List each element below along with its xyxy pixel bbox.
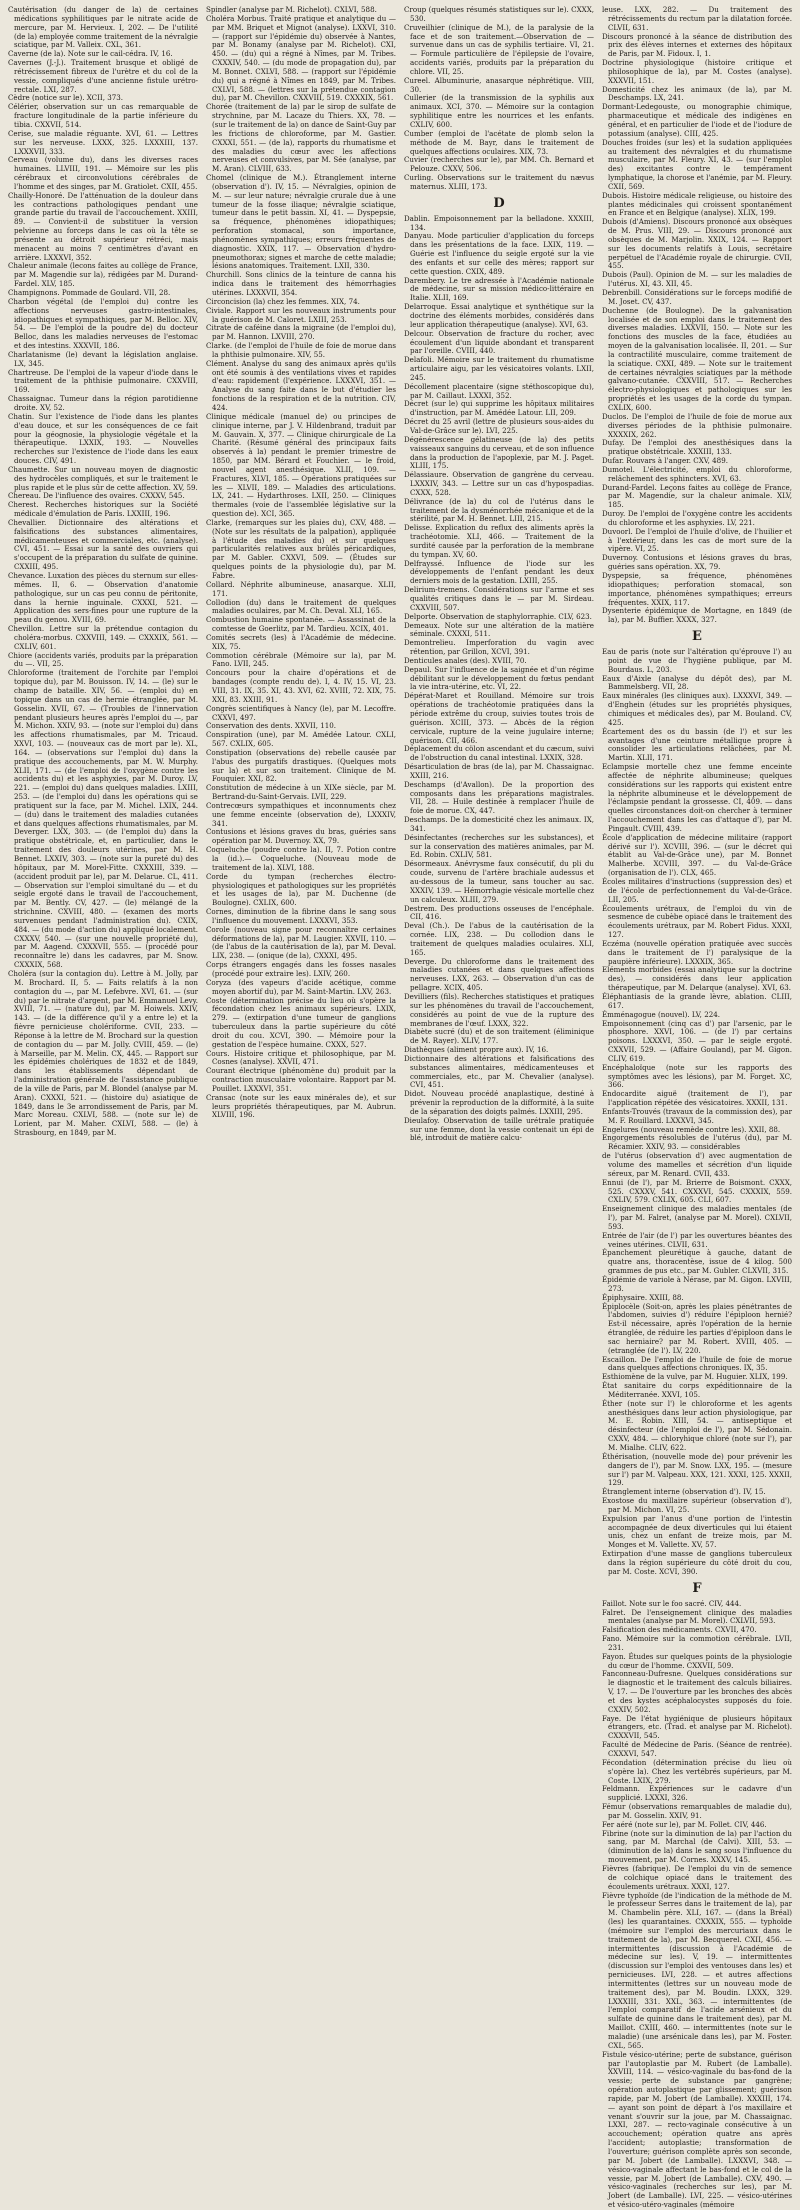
- index-entry: Douches froides (sur les) et la sudation appliquées au traitement des névralgies et du rhumatisme musculaire, par M. Fleury. XI, 43. — (sur l'emploi des) excitantes contre le tempérament lymphatique, la chorose et l'anémie, par M. Fleury. CXII, 569.: [602, 137, 792, 191]
- index-entry: Charbon végétal (de l'emploi du) contre les affections nerveuses gastro-intestinales, idiopathiques et sympathiques, par M. Belloc. XIV, 54. — De l'emploi de la poudre de) du docteur Belloc, dans les maladies nerveuses de l'estomac et des intestins. XXXVII, 186.: [8, 296, 198, 351]
- index-entry: Deschamps (d'Avallon). De la proportion des composants dans les préparations magistrales. VII, 28. — Huile destinée à remplacer l'huile de foie de morue. CX, 447.: [404, 779, 594, 816]
- index-entry: Diathèques (aliment propre aux). IV, 16.: [404, 1045, 549, 1055]
- index-entry: Delporte. Observation de staphylorraphie. CLV, 623.: [404, 611, 592, 621]
- index-entry: Éléphantiasis de la grande lèvre, ablation. CLIII, 617.: [602, 991, 792, 1010]
- index-entry: Cèdre (notice sur le). XCII, 373.: [8, 93, 124, 103]
- index-entry: Delarroque. Essai analytique et synthétique sur la doctrine des éléments morbides, considérés dans leur application thérapeutique (analyse). XVI, 63.: [404, 302, 594, 329]
- index-entry: Charlatanisme (le) devant la législation anglaise. LX, 345.: [8, 349, 198, 368]
- index-entry: Eclampsie mortelle chez une femme enceinte affectée de néphrite albumineuse; quelques considérations sur les rapports qui existent entre la néphrite albumineuse et le développement de l'éclampsie pendant la grossesse. CI, 409. — dans quelles circonstances doit-on chercher à terminer l'accouchement dans les cas d'attaque d'), par M. Pingault. CVIII, 439.: [602, 762, 792, 833]
- index-entry: Décret du 25 avril (lettre de plusieurs sous-aides du Val-de-Grâce sur le). LVI, 225.: [404, 417, 594, 435]
- index-entry: Clinique médicale (manuel de) ou principes de clinique interne, par J. V. Hildenbrand, traduit par M. Gauvain. X, 377. — Clinique chirurgicale de La Charité. (Résumé général des principaux faits observés à la) pendant le premier trimestre de 1850, par MM. Bérard et Fouchier. — le froid, nouvel agent anesthésique. XLII, 109. — Fractures, XLVI, 185. — Opérations pratiquées sur les — XLVII, 189. — Maladies des articulations. LX, 241. — Hydarthroses. LXII, 250. — Cliniques thermales (voie de l'assemblée législative sur la question de). XCI, 365.: [206, 411, 396, 519]
- index-entry: Duvoorl. De l'emploi de l'huile d'olive, de l'huilier et à l'extérieur, dans les cas de mort sure de la vipère. VI, 25.: [602, 526, 792, 554]
- index-entry: Cransac (note sur les eaux minérales de), et sur leurs propriétés thérapeutiques, par M. Aubrun. XLVIII, 196.: [206, 1092, 396, 1120]
- index-entry: Éther (note sur l') le chloroforme et les agents anesthésiques dans leur action physiologique, par M. E. Robin. XIII, 54. — antiseptique et désinfecteur (de l'emploi de l'), par M. Sédonain. CXXV, 484. — chloryhique chloré (note sur l'), par M. Mialhe. CLIV, 622.: [602, 1398, 792, 1452]
- index-entry: Deschamps. De la domesticité chez les animaux. IX, 341.: [404, 815, 594, 833]
- index-entry: Déplacement du cölon ascendant et du cæcum, suivi de l'obstruction du canal intestinal. LXXIX, 328.: [404, 744, 594, 763]
- index-entry: Cautérisation (du danger de la) de certaines médications syphilitiques par le nitrate acide de mercure, par M. Hervieux. I, 202. — De l'utilité (de la) employée comme traitement de la névralgie sciatique, par M. Valleix. CXL, 361.: [8, 5, 198, 50]
- column-4-part-f: [602, 1600, 792, 2210]
- index-entry: Conservation des dents. XXVII, 110.: [206, 721, 337, 731]
- index-entry: Faculté de Médecine de Paris. (Séance de rentrée). CXXXVI, 547.: [602, 1740, 792, 1758]
- index-entry: Dysenterie épidémique de Mortagne, en 1849 (de la), par M. Buffier. XXXX, 327.: [602, 606, 792, 625]
- index-entry: Chomel (clinique de M.). Étranglement interne (observation d'). IV, 15. — Névralgies, opinion de M. — sur leur nature; névralgie crurale due à une tumeur de la fosse iliaque; névralgie sciatique, tumeur dans le petit bassin. XI, 41. — Dyspepsie, sa fréquence, phénomènes idiopathiques; perforation stomacal, son importance, phénomènes sympathiques; erreurs fréquentes de diagnostic. XXIX, 117. — Observation d'hydro-pneumothorax; signes et marche de cette maladie; lésions anatomiques. Traitement. LXII, 330.: [206, 173, 396, 271]
- column-4: [602, 6, 792, 2210]
- index-entry: Destrem. Des productions osseuses de l'encéphale. CII, 416.: [404, 903, 594, 922]
- index-entry: Denticules anales (des). XVIII, 70.: [404, 655, 527, 665]
- index-entry: Engelures (nouveau remède contre les). XXII, 88.: [602, 1124, 781, 1134]
- index-entry: Duclos. De l'emploi de l'huile de foie de morue aux diverses périodes de la phthisie pulmonaire. XXXXIX, 262.: [602, 411, 792, 439]
- index-entry: Dictionnaire des altérations et falsifications des substances alimentaires, médicamenteuses et commerciales, etc., par M. Chevalier (analyse). CVI, 451.: [404, 1053, 594, 1090]
- index-entry: Chaumette. Sur un nouveau moyen de diagnostic des hydrocèles compliqués, et sur le traitement le plus rapide et le plus sûr de cette affection. XV, 59.: [8, 464, 198, 492]
- index-entry: État sanitaire du corps expéditionnaire de la Méditerranée. XXVI, 105.: [602, 1381, 792, 1399]
- index-entry: Duchenne (de Boulogne). De la galvanisation localisée et de son emploi dans le traitement des diverses maladies. LXXVII, 150. — Note sur les fonctions des muscles de la face, étudiées au moyen de la galvanisation localisée. II, 201. — Sur la contractilité musculaire, comme traitement de la sciatique. CXXI, 489. — Note sur le traitement de certaines névralgies sciatiques par la méthode galvano-cutanée. CXXVIII, 517. — Recherches électro-physiologiques et pathologiques sur les propriétés et les usages de la corde du tympan. CXLIX, 600.: [602, 305, 792, 412]
- index-entry: Dieulafoy. Observation de taille urétrale pratiquée sur une femme, dont la vessie contenait un épi de blé, introduit de matière calcu-: [404, 1115, 594, 1143]
- index-entry: Décret (sur le) qui supprime les hôpitaux militaires d'instruction, par M. Amédée Latour. LII, 209.: [404, 399, 594, 418]
- index-entry: Eaux d'Aixle (analyse du dépôt des), par M. Bammelsberg. VII, 28.: [602, 673, 792, 692]
- index-entry: Chaleur animale (lecons faites au collège de France, par M. Magendie sur la), rédigées par M. Durand-Fardel. XLV, 185.: [8, 261, 198, 289]
- index-entry: Enseignement clinique des maladies mentales (de l'), par M. Falret, (analyse par M. Morel). CXLVII, 593.: [602, 1204, 792, 1231]
- index-entry: Circoncision (la) chez les femmes. XIX, 74.: [206, 296, 360, 306]
- index-entry: Extirpation d'une masse de ganglions tuberculeux dans la région supérieure du côté droit du cou, par M. Coste. XCVI, 390.: [602, 1549, 792, 1576]
- index-entry: Étranglement interne (observation d'). IV, 15.: [602, 1487, 766, 1497]
- index-entry: leuse. LXX, 282. — Du traitement des rétrécissements du rectum par la dilatation forcée. CLVII, 631.: [602, 5, 792, 32]
- index-entry: Coqueluche (poudre contre la). II, 7. Potion contre la (id.).— Coqueluche. (Nouveau mode de traitement de la). XLVI, 188.: [206, 845, 396, 872]
- index-entry: Diabète sucré (du) et de son traitement (éliminique de M. Rayer). XLIV, 177.: [404, 1027, 594, 1046]
- index-entry: Faye. De l'état hygiénique de plusieurs hôpitaux étrangers, etc. (Trad. et analyse par M. Richelot). CXXXVII, 545.: [602, 1713, 792, 1741]
- column-1: [8, 6, 198, 2210]
- index-entry: Clarke. (de l'emploi de l'huile de foie de morue dans la phthisie pulmonaire. XIV, 55.: [206, 341, 396, 359]
- index-entry: Croup (quelques résumés statistiques sur le). CXXX, 530.: [404, 5, 594, 23]
- index-entry: Deval (Ch.). De l'abus de la cautérisation de la cornée. LIX, 238. — Du collodion dans le traitement de quelques maladies oculaires. XLI, 165.: [404, 921, 594, 957]
- index-entry: Eaux minérales (les cliniques aux). LXXXVI, 349. — d'Enghein (études sur les propriétés physiques, chimiques et médicales des), par M. Bouland. CV, 425.: [602, 691, 792, 727]
- index-entry: Dablin. Empoisonnement par la belladone. XXXIII, 134.: [404, 213, 594, 232]
- index-entry: Constitution de médecine à un XIXe siècle, par M. Bertrand-du-Saint-Gervais. LVII, 229.: [206, 783, 396, 802]
- index-entry: Dormant-Ledegouste, ou monographie chimique, pharmaceutique et médicale des indigènes en général, et en particulier de l'iode et de l'iodure de potassium (analyse). CIII, 425.: [602, 102, 792, 138]
- index-entry: Duvernoy. Contusions et lésions graves du bras, guéries sans opération. XX, 79.: [602, 553, 792, 572]
- index-entry: Empoisonnement (cinq cas d') par l'arsenic, par le phosphore. XXVI, 106. — (de l') par certains poisons. LXXXVI, 350. — par le seigle ergoté. CXXVII, 529. — (Affaire Gouland), par M. Gigon. CLIV, 619.: [602, 1018, 792, 1063]
- index-entry: Discours prononcé à la séance de distribution des prix des élèves internes et externes des hôpitaux de Paris, par M. Fidoux. I, 1.: [602, 31, 792, 59]
- index-entry: Désormeaux. Anévrysme faux consécutif, du pli du coude, survenu de l'artère brachiale audessus et au-dessous de la tumeur, sans toucher au sac. XXXIV, 139. — Hémorrhagie vésicale mortelle chez un calculeux. XLIII, 279.: [404, 859, 594, 904]
- index-entry: Champignons. Pommade de Goulard. VII, 28.: [8, 288, 171, 297]
- index-entry: Exostose du maxillaire supérieur (observation d'), par M. Michon. VI, 25.: [602, 1496, 792, 1514]
- index-entry: Constipation (observations de) rebelle causée par l'abus des purgatifs drastiques. (Quelques mots sur la) et sur son traitement. Clinique de M. Fouquier. XXI, 82.: [206, 747, 396, 784]
- index-entry: Concours pour la chaire d'opérations et de bandages (compte rendu de). I, 4. IV, 15. VI, 23. VIII, 31. IX, 35. XI, 43. XVI, 62. XVIII, 72. XIX, 75. XXI, 83. XXIII, 91.: [206, 668, 396, 704]
- index-entry: Falret. De l'enseignement clinique des maladies mentales (analyse par M. Morel). CXLVII, 593.: [602, 1607, 792, 1626]
- index-entry: Dumotel. L'électricité, emploi du chloroforme, relâchement des sphincters. XVI, 63.: [602, 464, 792, 483]
- index-entry: Delfrayssé. Influence de l'iode sur les développements de l'enfant pendant les deux derniers mois de la gestation. LXIII, 255.: [404, 558, 594, 586]
- index-entry: Chevance. Luxation des pièces du sternum sur elles-mêmes. II, 6. — Observation d'anatomie pathologique, sur un cas peu connu de péritonite, dans la hernie inguinale. CXXXI, 521. — Application des sers-fines pour une rupture de la peau du genou. XVIII, 69.: [8, 571, 198, 625]
- index-entry: Cherest. Recherches historiques sur la Société médicale d'émulation de Paris. LXXIII, 196.: [8, 500, 198, 519]
- index-entry: Dubois. Histoire médicale religieuse, ou histoire des plantes médicinales qui croissent spontanément en France et en Belgique (analyse). XLIX, 199.: [602, 190, 792, 218]
- index-entry: École d'application de médecine militaire (rapport dérivé sur l'). XCVIII, 396. — (sur le décret qui établit au Val-de-Grâce une), par M. Bonnet Malherbe. XCVIII, 397. — du Val-de-Grâce (organisation de l'). CLX, 465.: [602, 832, 792, 878]
- index-entry: Darembery. Le tre adressée à l'Académie nationale de médecine, sur sa mission médico-littéraire en Italie. XLII, 169.: [404, 275, 594, 303]
- index-entry: Commotion cérébrale (Mémoire sur la), par M. Fano. LVII, 245.: [206, 650, 396, 669]
- index-entry: Collodion (du) dans le traitement de quelques maladies oculaires, par M. Ch. Deval. XLI, 165.: [206, 597, 396, 616]
- index-entry: Cureel. Albuminurie, anasarque néphrétique. VIII, 30.: [404, 75, 594, 94]
- index-entry: Cruveilhier (clinique de M.), de la paralysie de la face et de son traitement.—Observation de — survenue dans un cas de syphilis tertiaire. VI, 21. — Formule particulière de l'épilepsie de l'ovaire, accidents variés, produits par la préparation du chlore. VII, 25.: [404, 22, 594, 76]
- index-entry: Chevallier. Dictionnaire des altérations et falsifications des substances alimentaires, médicamenteuses et commerciales, etc. (analyse). CVI, 451. — Essai sur la santé des ouvriers qui s'occupent de la préparation du sulfate de quinine. CXXIII, 495.: [8, 517, 198, 572]
- index-entry: Chatin. Sur l'existence de l'iode dans les plantes d'eau douce, et sur les conséquences de ce fait pour la géognosie, la physiologie végétale et la thérapeutique. LXXIX, 193. — Nouvelles recherches sur l'existence de l'iode dans les eaux douces. CIV, 491.: [8, 411, 198, 466]
- index-entry: Écoles militaires d'instructions (suppression des) et de l'école de perfectionnement du Val-de-Grâce. LII, 205.: [602, 877, 792, 904]
- index-entry: Épiphysaire. XXIII, 88.: [602, 1292, 684, 1302]
- index-entry: Durand-Fardel. Leçons faites au collège de France, par M. Magendie, sur la chaleur animale. XLV, 185.: [602, 482, 792, 510]
- index-entry: Delisse. Explication du reflux des aliments après la trachéotomie. XLI, 466. — Traitement de la surdité causée par la perforation de la membrane du tympan. XV, 60.: [404, 523, 594, 559]
- index-entry: Chereau. De l'influence des ovaires. CXXXV, 545.: [8, 491, 185, 501]
- index-entry: Dufay. De l'emploi des anesthésiques dans la pratique obstétricale. XXXIII, 133.: [602, 438, 792, 457]
- index-entry: Écartement des os du bassin (de l') et sur les avantages d'une ceinture métallique propre à consolider les articulations relâchées, par M. Martin. XLII, 171.: [602, 726, 792, 763]
- index-entry: Corde du tympan (recherches électro-physiologiques et pathologiques sur les propriétés et les usages de la), par M. Duchenne (de Boulogne). CXLIX, 600.: [206, 871, 396, 908]
- index-entry: Chloroforme (traitement de l'orchite par l'emploi topique du), par M. Bouisson. IV, 14. — (le) sur le champ de bataille. XIV, 56. — (emploi du) en topique dans un cas de hernie étranglée, par M. Gosselin. XVII, 67. — (Troubles de l'innervation pendant plusieurs heures après l'emploi du —, par M. Michon. XXIV, 93. — (note sur l'emploi du) dans les affections rhumatismales, par M. Tricaud. XXVI, 103. — (nouveaux cas de mort par le). XL, 164. — (observations sur l'emploi du) dans la pratique des accouchements, par M. W. Murphy. XLII, 171. — (de l'emploi de l'oxygène contre les accidents du) et les asphyxies, par M. Duroy. LV, 221. — (emploi du) dans quelques maladies. LXIII, 253. — (de l'emploi du) dans les opérations qui se pratiquent sur la face, par M. Michel. LXIX, 244. — (du) dans le traitement des maladies cutanées et dans quelques affections rhumatismales, par M. Deverger. LXX, 303. — (de l'emploi du) dans la pratique obstétricale, et, en particulier, dans le traitement des douleurs utérines, par M. H. Bennet. LXXIV, 303. — (note sur la pureté du) des hôpitaux, par M. Morel-Fitte. CXXXIII, 339. — (accident produit par le), par M. Delarue. CL, 411. — Observation sur l'emploi simultané du — et du seigle ergoté dans le travail de l'accouchement, par M. Bently. CV, 427. — (le) mélangé de la strichnine. CXVIII, 480. — (examen des morts survenues pendant l'administration du). CXIX, 484. — (du mode d'action du) appliqué localement. CXXXV, 540. — (sur une nouvelle propriété du), par M. Aagend. CXXXVII, 555. — (procédé pour reconnaître le) dans les cadavres, par M. Snow. CXXXIX, 568.: [8, 668, 198, 970]
- index-entry: Congrès scientifiques à Nancy (le), par M. Lecoffre. CXXVI, 497.: [206, 703, 396, 722]
- index-entry: Comités secrets (les) à l'Académie de médecine. XIX, 75.: [206, 632, 396, 651]
- index-entry: Fer aéré (note sur le), par M. Follet. CIV, 446.: [602, 1819, 767, 1829]
- index-entry: Délivrance (de la) du col de l'utérus dans le traitement de la dysménorrhée mécanique et de la stérilité, par M. H. Bennet. LIII, 215.: [404, 496, 594, 524]
- index-entry: Civiale. Rapport sur les nouveaux instruments pour la guérison de M. Caloret. LXIII, 253.: [206, 305, 396, 324]
- index-entry: Encéphaloïque (note sur les rapports des symptômes avec les lésions), par M. Forget. XC, 366.: [602, 1062, 792, 1090]
- index-entry: Émménagogue (nouvel). LV, 224.: [602, 1009, 720, 1019]
- index-entry: Expulsion par l'anus d'une portion de l'intestin accompagnée de deux diverticules qui lui étaient unis, chez un enfant de treize mois, par M. Monges et M. Vallette. XV, 57.: [602, 1513, 792, 1550]
- index-entry: Fibrine (note sur la diminution de la) par l'action du sang, par M. Marchal (de Calvi). XIII, 53. — (diminution de la) dans le sang sous l'influence du mouvement, par M. Cornes. XXXV, 145.: [602, 1828, 792, 1865]
- column-4-part-d: [602, 6, 792, 625]
- index-entry: Chiore (accidents variés, produits par la préparation du —. VII, 25.: [8, 650, 198, 669]
- index-entry: Dégénérescence gélatineuse (de la) des petits vaisseaux sanguins du cerveau, et de son influence dans la production de l'apoplexie, par M. J. Paget. XLIII, 175.: [404, 434, 594, 471]
- index-entry: Danyau. Mode particulier d'application du forceps dans les présentations de la face. LXIX, 119. — Guérie est l'influence du seigle ergoté sur la vie des enfants et sur celle des mères; rapport sur cette question. CXIX, 489.: [404, 231, 594, 276]
- index-entry: Courant électrique (phénomène du) produit par la contraction musculaire volontaire. Rapport par M. Pouillet. LXXXVI, 351.: [206, 1066, 396, 1093]
- index-entry: Choléra Morbus. Traité pratique et analytique du — par MM. Briquet et Mignot (analyse). LXXVI, 310. — (rapport sur l'épidémie du) observée à Nantes, par M. Bonamy (analyse par M. Richelot). CXI, 450. — (du) qui a régné à Nîmes, par M. Tribes. CXXXIV, 540. — (du mode de propagation du), par M. Bonnet. CXLVI, 588. — (rapport sur l'épidémie du) qui a régné à Nîmes en 1849, par M. Tribes. CXLVI, 588. — (lettres sur la prétendue contagion du), par M. Chevillon. CXXVIII, 519. CXXXIX, 561.: [206, 13, 396, 103]
- index-entry: Dufar. Rouvars à l'anger. CXV, 489.: [602, 456, 728, 466]
- index-entry: Demeaux. Note sur une altération de la matière séminale. CXXXI, 511.: [404, 620, 594, 639]
- index-entry: Domesticité chez les animaux (de la), par M. Deschamps. LX, 241.: [602, 84, 792, 103]
- index-entry: Cullerier (de la transmission de la syphilis aux animaux. XCI, 370. — Mémoire sur la contagion syphilitique entre les nourrices et les enfants. CXLIV, 600.: [404, 93, 594, 129]
- index-entry: Eczéma (nouvelle opération pratiquée avec succès dans le traitement de l') paralysique de la paupière inférieure). LXXXIX, 365.: [602, 938, 792, 966]
- index-entry: Éthérisation, (nouvelle mode de) pour prévenir les dangers de l'), par M. Snow. LXX, 195. — (mesure sur l') par M. Valpeau. XXX, 121. XXXI, 125. XXXII, 129.: [602, 1451, 792, 1488]
- section-letter-d: D: [493, 195, 505, 211]
- index-entry: Didot. Nouveau procédé anaplastique, destiné à prévenir la reproduction de la difformité, à la suite de la séparation des doigts palmés. LXXIII, 295.: [404, 1089, 594, 1116]
- index-entry: Cuvier (recherches sur le), par MM. Ch. Bernard et Pelouze. CXXV, 506.: [404, 155, 594, 174]
- index-entry: Chorée (traitement de la) par le sirop de sulfate de strychnine, par M. Lacaze du Thiers. XX, 78. — (sur le traitement de la) on dance de Saint-Guy par les frictions de chloroforme, par M. Gastier. CXXXI, 551. — (de la), rapports du rhumatisme et des maladies du cœur avec les affections nerveuses et convulsives, par M. Sée (analyse, par M. Aran). CLVIII, 633.: [206, 102, 396, 174]
- index-entry: Dubois (Paul). Opinion de M. — sur les maladies de l'utérus. XI, 43. XII, 45.: [602, 270, 792, 289]
- index-entry: Dépérat-Maret et Rouilland. Mémoire sur trois opérations de trachéotomie pratiquées dans la période extrême du croup, suivies toutes trois de guérison. XCIII, 373. — Abcès de la région cervicale, rupture de la veine jugulaire interne; guérison. CII, 466.: [404, 691, 594, 745]
- index-entry: Désarticulation de bras (de la), par M. Chassaignac. XXIII, 216.: [404, 762, 594, 780]
- index-entry: Cours. Histoire critique et philosophique, par M. Cosnes (analyse). XXVII, 471.: [206, 1048, 396, 1067]
- index-entry: Delcour. Observation de fracture du rocher, avec écoulement d'un liquide abondant et transparent par l'oreille. CVIII, 440.: [404, 328, 594, 356]
- index-entry: Engorgements résolubles de l'utérus (du), par M. Récamier. XXIV, 93. — considérables: [602, 1133, 792, 1152]
- column-4-part-e: [602, 648, 792, 1152]
- index-entry: Coste (détermination précise du lieu où s'opère la fécondation chez les animaux supérieurs. LXIX, 279. — (extirpation d'une tumeur de ganglions tuberculeux dans la partie supérieure du côté droit du cou. XCVI, 390. — Mémoire pour la gestation de l'espèce humaine. CXXX, 527.: [206, 995, 396, 1049]
- index-entry: Eau de paris (note sur l'altération qu'éprouve l') au point de vue de l'hygiène publique, par M. Bourdaus. L, 203.: [602, 647, 792, 674]
- index-entry: Dyspepsie, sa fréquence, phénomènes idiopathiques; perforation stomacal, son importance, phénomènes sympathiques; erreurs fréquentes. XXIX, 117.: [602, 571, 792, 607]
- index-entry: Cerise, sue maladie réguante. XVI, 61. — Lettres sur les nerveuse. LXXX, 325. LXXXIII, 137. LXXXVII, 333.: [8, 128, 198, 156]
- index-entry: Contusions et lésions graves du bras, guéries sans opération par M. Duvernoy. XX, 79.: [206, 827, 396, 846]
- index-entry: Escaillon. De l'emploi de l'huile de foie de morue dans quelques affections chroniques. IX, 35.: [602, 1354, 792, 1373]
- index-entry: Délassiaure. Observation de gangrène du cerveau. LXXXIV, 343. — Lettre sur un cas d'hypospadias. CXXX, 528.: [404, 470, 594, 497]
- index-entry: Dubois (d'Amiens). Discours prononcé aux obsèques de M. Prus. VIII, 29. — Discours prononcé aux obsèques de M. Marjolin. XXIX, 124. — Rapport sur les documents relatifs à Louis, secrétaire perpétuel de l'Académie royale de chirurgie. CVII, 455.: [602, 217, 792, 271]
- index-entry: Corps étrangers engagés dans les fosses nasales (procédé pour extraire les). LXIV, 260.: [206, 960, 396, 978]
- index-entry: Debrenbill. Considérations sur le forceps modifié de M. Joset. CV, 437.: [602, 288, 792, 306]
- index-entry: Duroy. De l'emploi de l'oxygène contre les accidents du chloroforme et les asphyxies. LV, 221.: [602, 509, 792, 527]
- section-letter-e: E: [692, 629, 702, 645]
- index-entry: Choléra (sur la contagion du). Lettre à M. Jolly, par M. Brochard. II, 5. — Faits relatifs à la non contagion du —, par M. Lefebvre. XVI, 61. — (sur du) par le nitrate d'argent, par M. Emmanuel Levy. XVIII, 71. — (nature du), par M. Hoiwels. XXIV, 143. — (de la différence qu'il y a entre le) et la fièvre pernicieuse cholériforme. CVII, 233. — Réponse à la lettre de M. Brochard sur la question de contagion du — par M. Jolly. CVIII, 459. — (le) à Marseille, par M. Melin. CX, 445. — Rapport sur les épidémies cholériques de 1832 et de 1849, dans les établissements dépendant de l'administration générale de l'assistance publique de la ville de Paris, par M. Blondel (analyse par M. Aran). CXXXI, 521. — (histoire du) asiatique de 1849, dans le 3e arrondissement de Paris, par M. Marc Moreau. CXLVI, 588. — (note sur le) de Lorient, par M. Maher. CXLVI, 588. — (le) à Strasbourg, en 1849, par M.: [8, 968, 198, 1138]
- index-entry: Conspiration (une), par M. Amédée Latour. CXLI, 567. CXLIX, 605.: [206, 730, 396, 749]
- index-entry: Devilliers (fils). Recherches statistiques et pratiques sur les phénomènes du travail de l'accouchement, considérés au point de vue de la rupture des membranes de l'œuf. LXXX, 322.: [404, 991, 594, 1028]
- column-3: [404, 6, 594, 2210]
- index-entry: Caverne (de la). Note sur le cail-cédra. IV, 16.: [8, 49, 173, 59]
- index-entry: Deverge. Du chloroforme dans le traitement des maladies cutanées et dans quelques affections nerveuses. LXX, 263. — Observation d'un cas de pellagre. XCIX, 405.: [404, 956, 594, 993]
- index-entry: de l'utérus (observation d') avec augmentation de volume des mamelles et sécrétion d'un liquide séreux, par M. Renard. CVII, 433.: [602, 1151, 792, 1178]
- index-entry: Fécondation (détermination précise du lieu où s'opère la). Chez les vertébrés supérieurs, par M. Coste. LXIX, 279.: [602, 1757, 792, 1785]
- index-entry: Désinfectantes (recherches sur les substances), et sur la conservation des matières animales, par M. Ed. Robin. CXLIV, 581.: [404, 832, 594, 860]
- index-entry: Esthiomène de la vulve, par M. Huguier. XLIX, 199.: [602, 1372, 788, 1382]
- index-entry: Fano. Mémoire sur la commotion cérébrale. LVII, 231.: [602, 1634, 792, 1652]
- index-entry: Fémur (observations remarquables de maladie du), par M. Gosselin. XXIV, 91.: [602, 1802, 792, 1820]
- column-2: [206, 6, 396, 2210]
- index-entry: Épidémie de variole à Nérase, par M. Gigon. LXVIII, 273.: [602, 1274, 792, 1293]
- index-entry: Cavernes (J.-J.). Traitement brusque et obligé de rétrécissement fibreux de l'urètre et du col de la vessie, compliqués d'une ancienne fistule urétro-rectale. LXI, 287.: [8, 58, 198, 94]
- index-entry: Fistule vésico-utérine; perte de substance, guérison par l'autoplastie par M. Rubert (de Lamballe). XXVIII, 114. — vésico-vaginale du bas-fond de la vessie; perte de substance par gangrène; opération autoplastique par glissement; guérison rapide, par M. Jobert (de Lamballe). XXXIII, 174. — ayant son point de départ à l'os maxillaire et venant s'ouvrir sur la joue, par M. Chassaignac. LXXI, 287. — recto-vaginale consécutive à un accouchement; opération quatre ans après l'accident; autoplastie; transformation de l'ouverture; guérison complète après son seconde, par M. Jobert (de Lamballe). LXXXVI, 348. — vésico-vaginale affectant le bas-fond et le col de la vessie, par M. Jobert (de Lamballe). CXV, 490. — vésico-vaginales (recherches sur les), par M. Jobert (de Lamballe). LVI, 225. — vésico-utérines et vésico-utéro-vaginales (mémoire: [602, 2049, 792, 2210]
- index-entry: Citrate de caféine dans la migraine (de l'emploi du), par M. Hannon. LXVIII, 270.: [206, 323, 396, 342]
- section-letter-f: F: [692, 1580, 702, 1596]
- index-entry: Endocardite aiguë (traitement de l'), par l'application répétée des vésicatoires. XXXII, 131.: [602, 1089, 792, 1108]
- index-entry: Ennui (de l'), par M. Brierre de Boismont. CXXX, 525. CXXXV, 541. CXXXVI, 545. CXXXIX, 559. CXLIV, 579. CXLIX, 605. CLI, 607.: [602, 1177, 792, 1205]
- index-entry: Cerveau (volume du), dans les diverses races humaines. LLVIII, 191. — Mémoire sur les plis cérébraux et circonvolutions cérébrales de l'homme et des singes, par M. Gratiolet. CXII, 455.: [8, 155, 198, 191]
- index-entry: Doctrine physiologique (histoire critique et philosophique de la), par M. Costes (analyse). XXXVII, 151.: [602, 58, 792, 85]
- index-entry: Cornes, diminution de la fibrine dans le sang sous l'influence du mouvement. LXXXVI, 353.: [206, 907, 396, 925]
- index-entry: Corole (nouveau signe pour reconnaître certaines déformations de la), par M. Laugier. XXVII, 110. — (de l'abus de la cautérisation de la), par M. Deval. LIX, 238. — (onique (de la), CXXXI, 495.: [206, 924, 396, 961]
- index-entry: Clarke, (remarques sur les plaies du), CXV, 488. — (Note sur les résultats de la palpation), appliquée à l'étude des maladies du) et sur quelques particularités relatives aux brûlés péricardiques, par M. Gabler. CXXVI, 509. — (Études sur quelques points de la physiologie du), par M. Fabre.: [206, 517, 396, 580]
- index-entry: Chailly-Honoré. De l'atténuation de la douleur dans les contractions pathologiques pendant une grande partie du travail de l'accouchement. XXIII, 89. — Convient-il de substituer la version pelvienne au forceps dans le cas où la tête se présente au détroit supérieur rétréci, mais menacent au moins 7 centimètres d'avant en arrière. LXXXVI, 352.: [8, 190, 198, 262]
- index-entry: Chassaignac. Tumeur dans la région parotidienne droite. XV, 52.: [8, 394, 198, 412]
- index-entry: Delafoli. Mémoire sur le traitement du rhumatisme articulaire aigu, par les vésicatoires volants. LXII, 245.: [404, 355, 594, 382]
- index-entry: Depaul. Sur l'influence de la saignée et d'un régime débilitant sur le développement du fœtus pendant la vie intra-utérine, etc. VI, 22.: [404, 664, 594, 692]
- index-entry: Cumber (emploi de l'acétate de plomb selon la méthode de M. Bayr, dans le traitement de quelques affections oculaires. XIX, 73.: [404, 128, 594, 156]
- index-entry: Falsification des médicaments. CXVII, 470.: [602, 1625, 757, 1635]
- index-entry: Feldmann. Expériences sur le cadavre d'un supplicié. LXXXI, 326.: [602, 1784, 792, 1803]
- index-entry: Chevillon. Lettre sur la prétendue contagion du choléra-morbus. CXXVIII, 149. — CXXXIX, 561. — CXLIV, 601.: [8, 624, 198, 651]
- index-entry: Delirium-tremens. Considérations sur l'arme et ses qualités critiques dans le — par M. Sirdeau. CXXVIII, 507.: [404, 585, 594, 612]
- index-entry: Fayon. Études sur quelques points de la physiologie du cœur de l'homme. CXXVII, 509.: [602, 1651, 792, 1670]
- column-4-part-e-cont: [602, 1152, 792, 1577]
- index-entry: Clément. Analyse du sang des animaux après qu'ils ont été soumis à des ventilations vives et rapides d'eau: rapidement (l'expérience. LXXXVI, 351. — Analyse du sang faite dans le but d'étudier les fonctions de la respiration et de la nutrition. CIV, 424.: [206, 358, 396, 412]
- index-entry: Coryza (des vapeurs d'acide acétique, comme moyen abortif du), par M. Saint-Martin. LXV, 263.: [206, 977, 396, 996]
- index-entry: Spindler (analyse par M. Richelot). CXLVI, 588.: [206, 5, 377, 14]
- index-entry: Épanchement pleurétique à gauche, datant de quatre ans, thoracentèse, issue de 4 kilog. 500 grammes de pus etc., par M. Gubler. CLXVII, 315.: [602, 1248, 792, 1276]
- column-3-part-c: [404, 6, 594, 192]
- column-3-part-d: [404, 215, 594, 1144]
- index-entry: Fièvre typhoïde (de l'indication de la méthode de M. le professeur Serres dans le traitement de la), par M. Chambelin père. XLI, 167. — (dans la Bréal) (les) les quarantaines. CXXXIX, 555. — typhoïde (mémoire sur l'emploi des mercuriaux dans le traitement de la), par M. Becquerel. CXII, 456. — intermittentes (discussion à l'Académie de médecine sur les). V, 19. — intermittentes (discussion sur l'emploi des ventouses dans les) et pernicieuses. LVI, 228. — et autres affections intermittentes (lettres sur un nouveau mode de traitement des), par M. Boudin. LXXX, 329. LXXXIII, 331. XXL, 363. — intermittentes (de l'emploi comparatif de l'acide arsénieux et du sulfate de quinine dans le traitement des), par M. Maillot. CXIII, 460. — intermittentes (note sur le maladie) (une arsénicale dans les), par M. Foster. CXL, 565.: [602, 1890, 792, 2050]
- index-entry: Épiplocèle (Soit-on, après les plaies pénétrantes de l'abdomen, suivies d') réduire l'épiploon hernié? Est-il nécessaire, après l'opération de la hernie étranglée, de réduire les parties d'épiploon dans le sac herniaire? par M. Robert. XVIII, 405. — (etranglée (de l'). LV, 220.: [602, 1301, 792, 1355]
- index-columns: [8, 5, 792, 2210]
- index-entry: Curling. Observations sur le traitement du nævus maternus. XLIII, 173.: [404, 173, 594, 191]
- index-entry: Faillot. Note sur le foo sacré. CIV, 444.: [602, 1598, 742, 1608]
- index-entry: Enfants-Trouvés (travaux de la commission des), par M. F. Rouillard. LXXXVI, 345.: [602, 1106, 792, 1125]
- index-entry: Décollement placentaire (signe stéthoscopique du), par M. Caillaut. LXXXI, 352.: [404, 381, 594, 400]
- index-entry: Collard. Néphrite albumineuse, anasarque. XLII, 171.: [206, 579, 396, 598]
- index-entry: Entrée de l'air (de l') par les ouvertures béantes des veines utérines. CLVII, 631.: [602, 1230, 792, 1249]
- index-entry: Chartreuse. De l'emploi de la vapeur d'iode dans le traitement de la phthisie pulmonaire. CXXVIII, 169.: [8, 367, 198, 395]
- index-entry: Fanconneau-Dufresne. Quelques considérations sur le diagnostic et le traitement des calculs biliaires. V, 17. — De l'ouverture par les bronches des abcès et des kystes acéphalocystes supposés du foie. CXXIV, 502.: [602, 1669, 792, 1714]
- index-entry: Eléments morbides (essai analytique sur la doctrine des), — considérés dans leur application thérapeutique, par M. Delarque (analyse). XVI, 63.: [602, 965, 792, 993]
- index-entry: Fièvres (fabrique). De l'emploi du vin de semence de colchique opiacé dans le traitement des écoulements urétraux. XXXI, 127.: [602, 1863, 792, 1891]
- index-entry: Célérier, observation sur un cas remarquable de fracture longitudinale de la partie inférieure du tibia. CXXVII, 514.: [8, 102, 198, 129]
- index-entry: Demontrelieu. Imperforation du vagin avec rétention, par Grillon, XCVI, 391.: [404, 638, 594, 657]
- index-entry: Contrecœurs sympathiques et inconnuments chez une femme enceinte (observation de), LXXXIV, 341.: [206, 800, 396, 828]
- index-entry: Churchill. Sons clinics de la teinture de canna his indica dans le traitement des hémorrhagies utérines. LXXXVII, 354.: [206, 270, 396, 297]
- index-entry: Combustion humaine spontanée. — Assassinat de la comtesse de Goerlitz, par M. Tardieu. XCIX, 401.: [206, 615, 396, 634]
- index-entry: Écoulements urétraux, de l'emploi du vin de sesmence de cubèbe opiacé dans le traitement des écoulements urétraux, par M. Robert Fidus. XXXI, 127.: [602, 903, 792, 940]
